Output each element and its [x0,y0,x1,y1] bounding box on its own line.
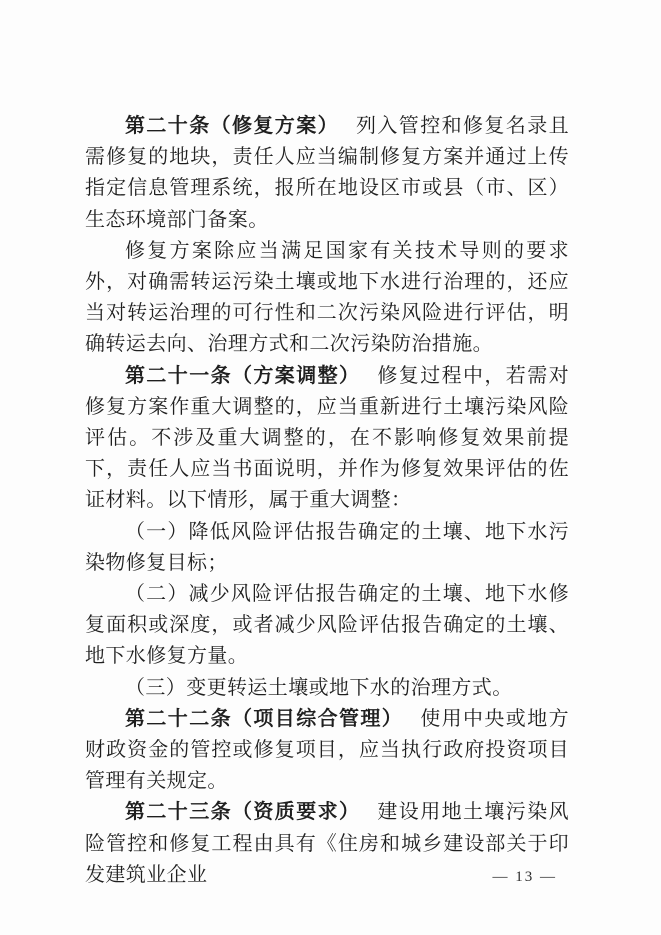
page-footer [493,869,558,886]
paragraph [85,704,569,798]
paragraph [85,361,569,517]
paragraph [85,236,569,361]
paragraph [85,111,569,236]
article-heading: 第二十二条（项目综合管理） [125,707,404,730]
paragraph-text: 建设用地土壤污染风险管控和修复工程由具有《住房和城乡建设部关于印发建筑业企业 [85,801,569,886]
paragraph [85,517,569,579]
paragraph-text: 列入管控和修复名录且需修复的地块，责任人应当编制修复方案并通过上传指定信息管理系统，报所在地设区市或县（市、区）生态环境部门备案。 [85,115,569,231]
article-heading: 第二十条（修复方案） [125,115,339,137]
page-number: — 13 — [492,869,557,885]
paragraph-text: 修复方案除应当满足国家有关技术导则的要求外，对确需转运污染土壤或地下水进行治理的，还应当对转运治理的可行性和二次污染风险进行评估，明确转运去向、治理方式和二次污染防治措施。 [85,239,569,356]
paragraph-text: （三）变更转运土壤或地下水的治理方式。 [125,676,513,699]
paragraph-text: 修复过程中，若需对修复方案作重大调整的，应当重新进行土壤污染风险评估。不涉及重大调整的，在不影响修复效果前提下，责任人应当书面说明，并作为修复效果评估的佐证材料。以下情形，属于重大调整： [85,364,569,512]
paragraph-text: （二）减少风险评估报告确定的土壤、地下水修复面积或深度，或者减少风险评估报告确定的土壤、地下水修复方量。 [85,583,569,668]
article-heading: 第二十一条（方案调整） [125,364,361,387]
paragraph [85,673,569,704]
paragraph [85,579,569,673]
paragraph-text: 使用中央或地方财政资金的管控或修复项目，应当执行政府投资项目管理有关规定。 [85,707,569,793]
paragraph-text: （一）降低风险评估报告确定的土壤、地下水污染物修复目标； [85,520,569,574]
article-heading: 第二十三条（资质要求） [125,801,361,824]
document-body [85,111,569,891]
